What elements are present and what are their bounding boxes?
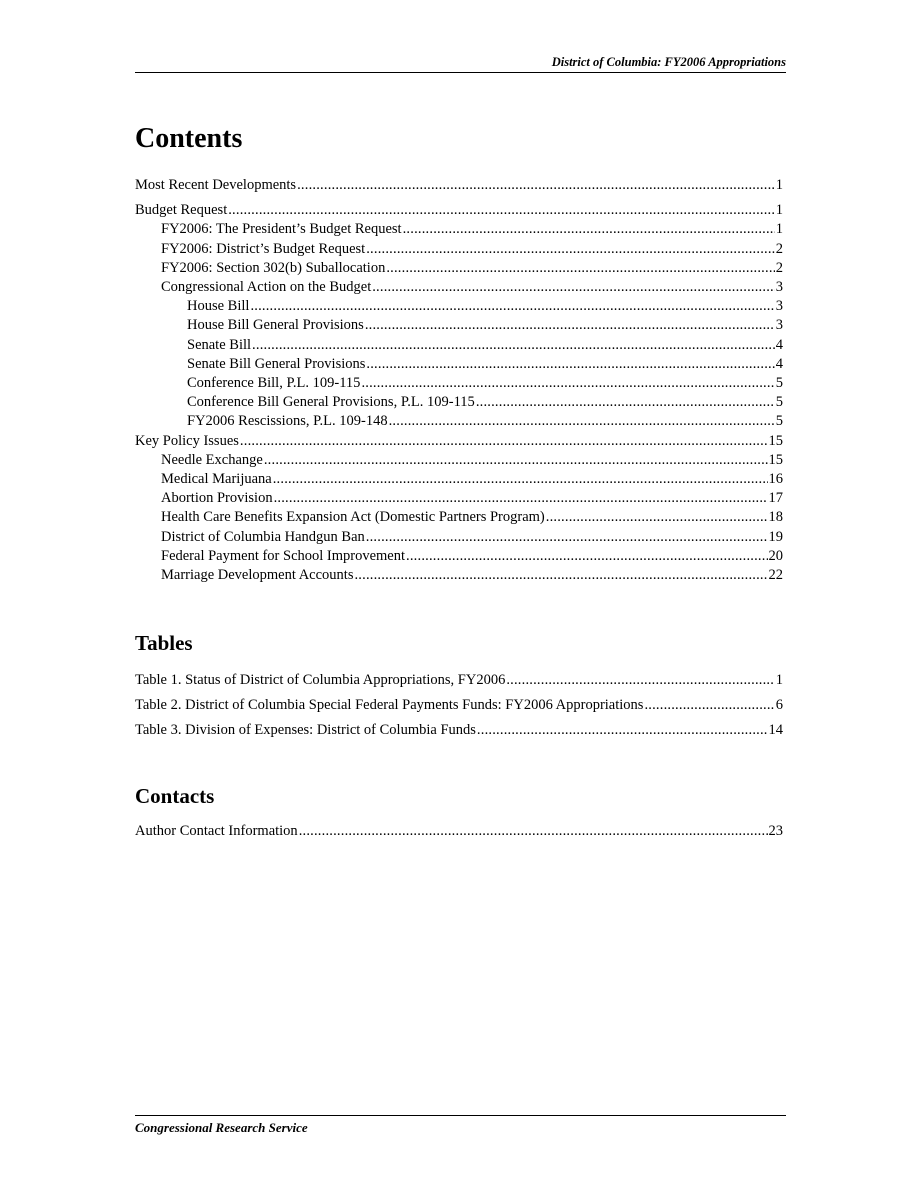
toc-label: Most Recent Developments	[135, 177, 297, 193]
toc-page: 5	[775, 413, 783, 430]
toc-entry[interactable]	[135, 470, 783, 489]
leader-dots	[228, 201, 775, 220]
toc-entry[interactable]	[135, 508, 783, 527]
contacts-title: Contacts	[135, 784, 215, 808]
toc-entry[interactable]	[135, 566, 783, 585]
contents-title: Contents	[135, 123, 243, 154]
toc-label: Congressional Action on the Budget	[161, 279, 372, 296]
toc-page: 4	[775, 355, 783, 372]
toc-entry[interactable]	[135, 336, 783, 355]
table-entry[interactable]	[135, 693, 783, 718]
leader-dots	[644, 693, 774, 718]
toc-label: Medical Marijuana	[161, 471, 272, 488]
tables-list	[135, 668, 783, 743]
leader-dots	[403, 220, 775, 239]
toc-label: Conference Bill, P.L. 109-115	[187, 375, 361, 392]
table-page: 1	[775, 672, 783, 688]
leader-dots	[299, 822, 768, 841]
contact-entry[interactable]	[135, 822, 783, 841]
table-entry[interactable]	[135, 668, 783, 693]
leader-dots	[476, 393, 775, 412]
running-header: District of Columbia: FY2006 Appropriations	[551, 55, 786, 69]
toc-label: FY2006: The President’s Budget Request	[161, 221, 402, 238]
leader-dots	[366, 355, 774, 374]
toc-page: 15	[768, 432, 783, 449]
toc-page: 1	[775, 177, 783, 193]
toc-entry[interactable]	[135, 278, 783, 297]
table-label: Table 1. Status of District of Columbia Appropriations, FY2006	[135, 672, 506, 688]
toc-page: 22	[768, 567, 783, 584]
toc-page: 16	[768, 471, 783, 488]
toc-label: Budget Request	[135, 202, 228, 219]
leader-dots	[354, 566, 767, 585]
toc-entry[interactable]	[135, 355, 783, 374]
toc-entry[interactable]	[135, 259, 783, 278]
leader-dots	[366, 528, 768, 547]
toc-page: 1	[775, 221, 783, 238]
toc-page: 3	[775, 298, 783, 315]
toc-label: Senate Bill	[187, 336, 252, 353]
toc-label: Health Care Benefits Expansion Act (Domestic Partners Program)	[161, 509, 545, 526]
leader-dots	[264, 451, 768, 470]
table-entry[interactable]	[135, 718, 783, 743]
toc-label: Federal Payment for School Improvement	[161, 547, 406, 564]
leader-dots	[365, 316, 775, 335]
leader-dots	[361, 374, 774, 393]
contact-page: 23	[768, 823, 783, 839]
contacts-list	[135, 822, 783, 841]
toc-entry[interactable]	[135, 489, 783, 508]
toc-entry[interactable]	[135, 412, 783, 431]
table-page: 6	[775, 697, 783, 713]
toc-label: Senate Bill General Provisions	[187, 355, 366, 372]
leader-dots	[386, 259, 774, 278]
toc-label: FY2006 Rescissions, P.L. 109-148	[187, 413, 388, 430]
leader-dots	[389, 412, 775, 431]
tables-title: Tables	[135, 631, 193, 655]
toc-entry[interactable]	[135, 176, 783, 195]
toc-entry[interactable]	[135, 297, 783, 316]
header-rule	[135, 72, 786, 73]
toc-label: Conference Bill General Provisions, P.L. 109-115	[187, 394, 475, 411]
toc-entry[interactable]	[135, 451, 783, 470]
toc-entry[interactable]	[135, 316, 783, 335]
toc-page: 2	[775, 259, 783, 276]
toc-entry[interactable]	[135, 374, 783, 393]
footer-rule	[135, 1115, 786, 1116]
toc-page: 15	[768, 451, 783, 468]
leader-dots	[372, 278, 775, 297]
running-footer: Congressional Research Service	[135, 1120, 308, 1135]
toc-entry[interactable]	[135, 547, 783, 566]
toc-page: 4	[775, 336, 783, 353]
toc-label: House Bill General Provisions	[187, 317, 364, 334]
toc-label: Key Policy Issues	[135, 432, 239, 449]
toc-page: 18	[768, 509, 783, 526]
toc-label: House Bill	[187, 298, 250, 315]
toc-label: Abortion Provision	[161, 490, 273, 507]
toc-entry[interactable]	[135, 528, 783, 547]
leader-dots	[297, 176, 775, 195]
table-page: 14	[768, 722, 783, 738]
toc-page: 3	[775, 279, 783, 296]
toc-label: Marriage Development Accounts	[161, 567, 354, 584]
toc-label: Needle Exchange	[161, 451, 263, 468]
toc-page: 5	[775, 394, 783, 411]
contact-label: Author Contact Information	[135, 823, 298, 839]
leader-dots	[250, 297, 774, 316]
toc-page: 1	[775, 202, 783, 219]
toc-label: FY2006: Section 302(b) Suballocation	[161, 259, 386, 276]
leader-dots	[274, 489, 768, 508]
toc-page: 3	[775, 317, 783, 334]
table-label: Table 3. Division of Expenses: District of Columbia Funds	[135, 722, 476, 738]
toc-page: 5	[775, 375, 783, 392]
leader-dots	[273, 470, 768, 489]
toc-entry[interactable]	[135, 240, 783, 259]
toc-entry[interactable]	[135, 220, 783, 239]
toc-page: 19	[768, 528, 783, 545]
toc-page: 2	[775, 240, 783, 257]
toc-entry[interactable]	[135, 432, 783, 451]
leader-dots	[366, 240, 775, 259]
toc-entry[interactable]	[135, 201, 783, 220]
leader-dots	[240, 432, 768, 451]
toc-entry[interactable]	[135, 393, 783, 412]
toc-page: 20	[768, 547, 783, 564]
leader-dots	[546, 508, 768, 527]
leader-dots	[506, 668, 774, 693]
toc-label: District of Columbia Handgun Ban	[161, 528, 365, 545]
table-label: Table 2. District of Columbia Special Federal Payments Funds: FY2006 Appropriations	[135, 697, 644, 713]
contents-list	[135, 176, 783, 585]
leader-dots	[406, 547, 767, 566]
toc-page: 17	[768, 490, 783, 507]
leader-dots	[477, 718, 768, 743]
toc-label: FY2006: District’s Budget Request	[161, 240, 366, 257]
leader-dots	[252, 336, 775, 355]
